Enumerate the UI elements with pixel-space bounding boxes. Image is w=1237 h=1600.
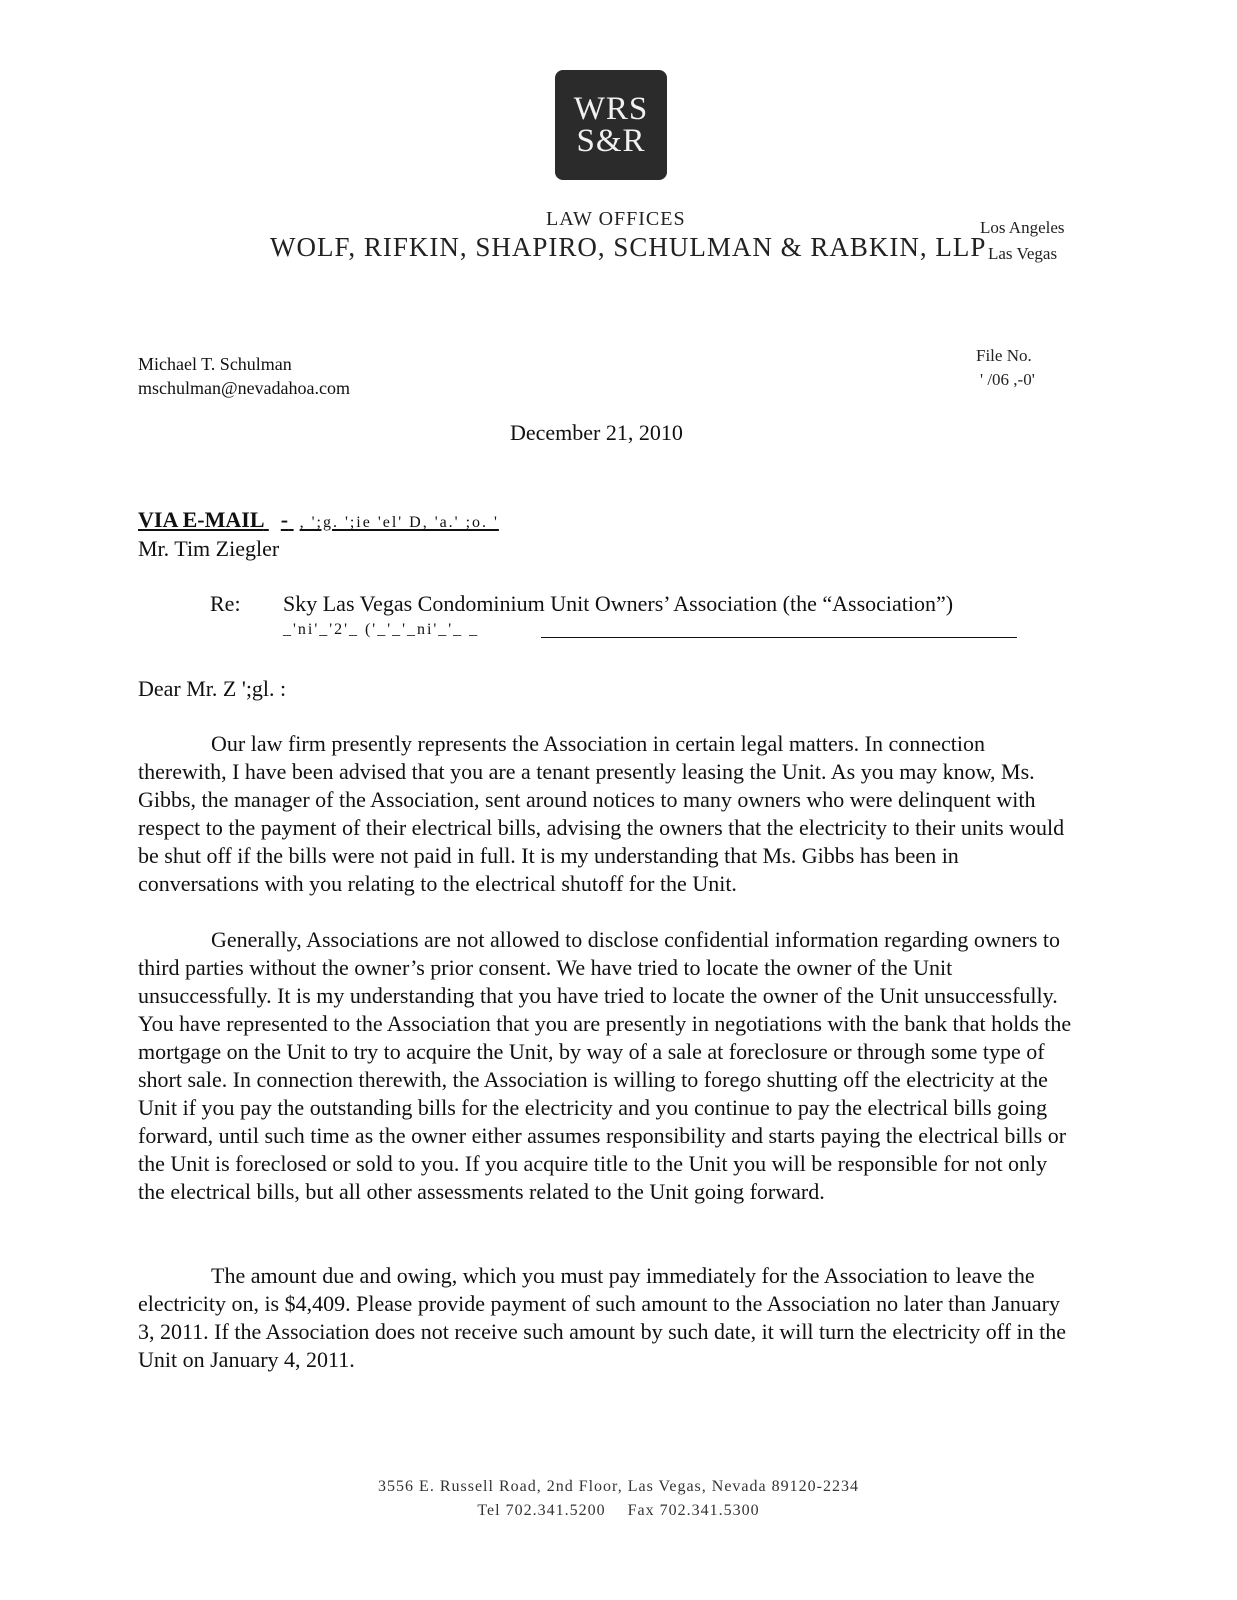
file-number-label: File No.: [976, 346, 1032, 365]
body-paragraph-1: Our law firm presently represents the Association in certain legal matters. In connection therewith, I have been advised that you are a tenant presently leasing the Unit. As you may know, Ms. Gibbs, the manager of the Association, sent around notices to many owners who were delinquent with respect to the payment of their electrical bills, advising the owners that the electricity to their units would be shut off if the bills were not paid in full. It is my understanding that Ms. Gibbs has been in conversations with you relating to the electrical shutoff for the Unit.: [138, 731, 1065, 896]
recipient-name: Mr. Tim Ziegler: [138, 536, 280, 561]
file-number-block: [976, 344, 1035, 392]
firm-name: WOLF, RIFKIN, SHAPIRO, SCHULMAN & RABKIN, LLP: [270, 232, 987, 262]
redacted-email: , ';g. ';ie 'el' D, 'a.' ;o. ': [299, 514, 499, 531]
delivery-label: VIA E-MAIL: [138, 507, 264, 532]
delivery-method: [138, 507, 499, 533]
body-paragraph-3: The amount due and owing, which you must pay immediately for the Association to leave the electricity on, is $4,409. Please provide payment of such amount to the Association no later than January 3, 2011. If the Association does not receive such amount by such date, it will turn the electricity off in the Unit on January 4, 2011.: [138, 1263, 1067, 1372]
delivery-separator: -: [280, 507, 289, 532]
salutation: Dear Mr. Z ';gl. :: [138, 676, 287, 701]
sender-email: mschulman@nevadahoa.com: [138, 378, 351, 398]
footer-contact: [0, 1499, 1237, 1523]
file-number-value: ' /06 ,-0': [980, 370, 1035, 389]
re-label: Re:: [210, 591, 241, 616]
footer-address: 3556 E. Russell Road, 2nd Floor, Las Vegas, Nevada 89120-2234: [378, 1478, 859, 1495]
sender-block: [138, 352, 350, 400]
body-paragraph-2: Generally, Associations are not allowed to disclose confidential information regarding owners to third parties without the owner’s prior consent. We have tried to locate the owner of the Unit unsuccessfully. It is my understanding that you have tried to locate the owner of the Unit unsuccessfully. You have represented to the Association that you are presently in negotiations with the bank that holds the mortgage on the Unit to try to acquire the Unit, by way of a sale at foreclosure or through some type of short sale. In connection therewith, the Association is willing to forego shutting off the electricity at the Unit if you pay the outstanding bills for the electricity and you continue to pay the electrical bills going forward, until such time as the owner either assumes responsibility and starts paying the electrical bills or the Unit is foreclosed or sold to you. If you acquire title to the Unit you will be responsible for not only the electrical bills, but all other assessments related to the Unit going forward.: [138, 927, 1072, 1204]
footer-fax: Fax 702.341.5300: [627, 1502, 760, 1519]
re-subject: Sky Las Vegas Condominium Unit Owners’ Association (the “Association”): [283, 591, 954, 616]
city-las-vegas: Las Vegas: [988, 244, 1058, 263]
sender-name: Michael T. Schulman: [138, 354, 292, 374]
footer-tel: Tel 702.341.5200: [477, 1502, 606, 1519]
logo-line-1: WRS: [573, 91, 649, 127]
letter-date: December 21, 2010: [510, 420, 683, 445]
city-los-angeles: Los Angeles: [980, 218, 1065, 237]
logo-line-2: S&R: [576, 123, 646, 159]
office-cities: [980, 215, 1065, 267]
re-unit-redacted: _'ni'_'2'_ ('_'_'_ni'_'_ _: [283, 621, 480, 638]
letterhead-footer: [0, 1475, 1237, 1523]
re-underline: [541, 637, 1017, 638]
law-offices-heading: LAW OFFICES: [546, 208, 686, 230]
firm-logo: [555, 70, 667, 180]
